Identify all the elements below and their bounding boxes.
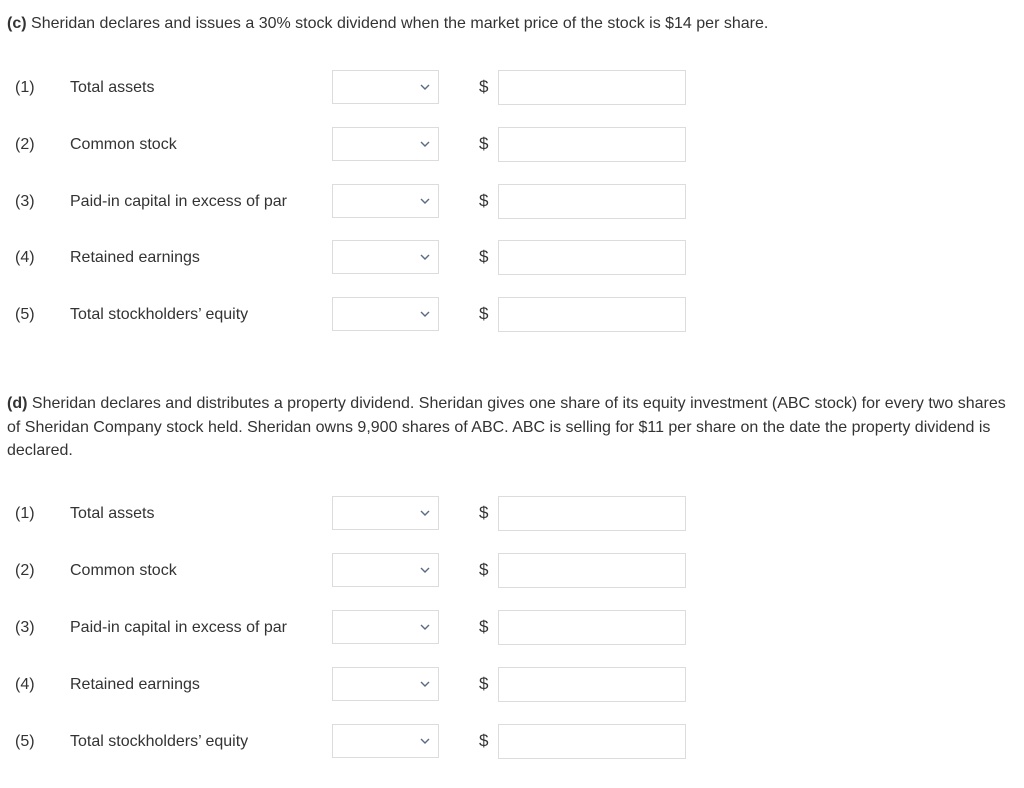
effect-dropdown[interactable] — [332, 240, 439, 274]
currency-symbol: $ — [479, 674, 489, 693]
part-c-label: (c) — [7, 15, 27, 32]
row-number: (3) — [15, 193, 35, 210]
part-d-row-paid-in-capital — [0, 610, 1024, 646]
effect-dropdown[interactable] — [332, 297, 439, 331]
row-number: (5) — [15, 733, 35, 750]
row-label: Paid-in capital in excess of par — [70, 193, 287, 210]
effect-dropdown[interactable] — [332, 496, 439, 530]
amount-input[interactable] — [498, 553, 686, 588]
chevron-down-icon — [419, 620, 431, 634]
part-c-row-common-stock — [0, 127, 1024, 163]
part-c-row-paid-in-capital — [0, 184, 1024, 220]
currency-symbol: $ — [479, 617, 489, 636]
currency-symbol: $ — [479, 77, 489, 96]
chevron-down-icon — [419, 250, 431, 264]
row-number: (2) — [15, 136, 35, 153]
part-d-row-retained-earnings — [0, 667, 1024, 703]
row-number: (4) — [15, 249, 35, 266]
currency-symbol: $ — [479, 731, 489, 750]
effect-dropdown[interactable] — [332, 553, 439, 587]
row-label: Common stock — [70, 136, 177, 153]
part-d-row-total-equity — [0, 724, 1024, 760]
currency-symbol: $ — [479, 503, 489, 522]
currency-symbol: $ — [479, 304, 489, 323]
part-d-row-common-stock — [0, 553, 1024, 589]
chevron-down-icon — [419, 563, 431, 577]
currency-symbol: $ — [479, 560, 489, 579]
chevron-down-icon — [419, 307, 431, 321]
effect-dropdown[interactable] — [332, 127, 439, 161]
currency-symbol: $ — [479, 191, 489, 210]
amount-input[interactable] — [498, 667, 686, 702]
part-d-heading — [7, 392, 1007, 463]
effect-dropdown[interactable] — [332, 70, 439, 104]
effect-dropdown[interactable] — [332, 184, 439, 218]
row-label: Total stockholders’ equity — [70, 733, 249, 750]
row-label: Total assets — [70, 79, 155, 96]
effect-dropdown[interactable] — [332, 724, 439, 758]
row-number: (5) — [15, 306, 35, 323]
row-label: Retained earnings — [70, 676, 200, 693]
effect-dropdown[interactable] — [332, 610, 439, 644]
row-number: (1) — [15, 505, 35, 522]
part-c-heading — [7, 12, 1007, 36]
part-c-text: Sheridan declares and issues a 30% stock dividend when the market price of the stock is $14 per share. — [31, 15, 769, 32]
part-d-label: (d) — [7, 395, 28, 412]
row-number: (2) — [15, 562, 35, 579]
part-d-text: Sheridan declares and distributes a property dividend. Sheridan gives one share of its equity investment (ABC stock) for every two shares of Sheridan Company stock held. Sheridan owns 9,900 shares of ABC. ABC is selling for $11 per share on the date the property dividend is declared. — [7, 395, 1006, 459]
part-c-row-total-assets — [0, 70, 1024, 106]
chevron-down-icon — [419, 194, 431, 208]
amount-input[interactable] — [498, 496, 686, 531]
row-label: Paid-in capital in excess of par — [70, 619, 287, 636]
row-number: (3) — [15, 619, 35, 636]
part-c-row-retained-earnings — [0, 240, 1024, 276]
chevron-down-icon — [419, 734, 431, 748]
row-label: Total assets — [70, 505, 155, 522]
row-label: Retained earnings — [70, 249, 200, 266]
part-c-row-total-equity — [0, 297, 1024, 333]
row-label: Total stockholders’ equity — [70, 306, 249, 323]
chevron-down-icon — [419, 506, 431, 520]
amount-input[interactable] — [498, 70, 686, 105]
row-number: (4) — [15, 676, 35, 693]
effect-dropdown[interactable] — [332, 667, 439, 701]
row-number: (1) — [15, 79, 35, 96]
chevron-down-icon — [419, 137, 431, 151]
part-d-row-total-assets — [0, 496, 1024, 532]
row-label: Common stock — [70, 562, 177, 579]
amount-input[interactable] — [498, 610, 686, 645]
currency-symbol: $ — [479, 247, 489, 266]
amount-input[interactable] — [498, 297, 686, 332]
amount-input[interactable] — [498, 184, 686, 219]
chevron-down-icon — [419, 677, 431, 691]
currency-symbol: $ — [479, 134, 489, 153]
amount-input[interactable] — [498, 240, 686, 275]
amount-input[interactable] — [498, 724, 686, 759]
chevron-down-icon — [419, 80, 431, 94]
amount-input[interactable] — [498, 127, 686, 162]
